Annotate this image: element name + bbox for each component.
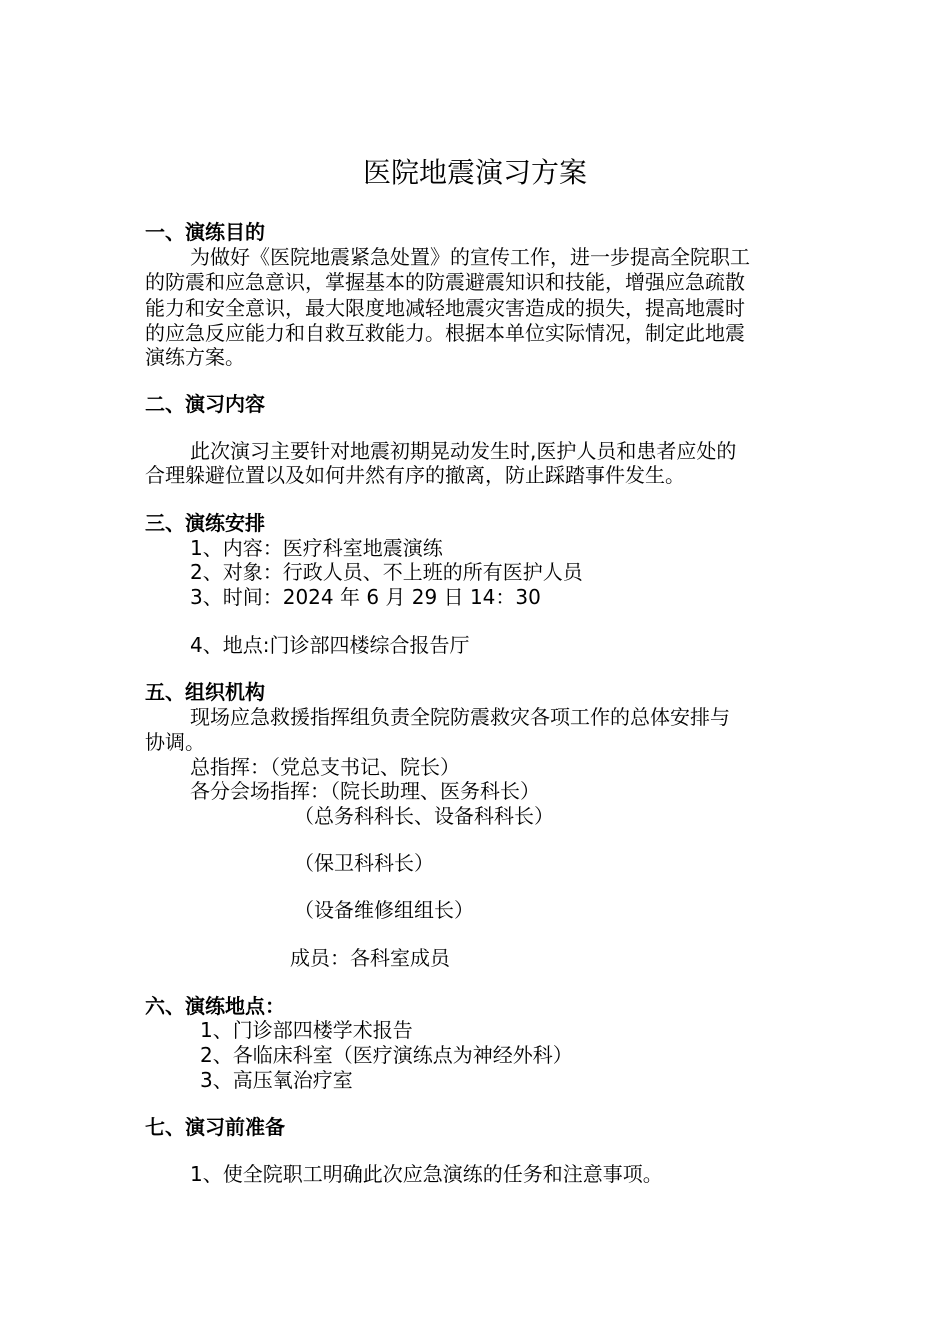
- paragraph-line: 的应急反应能力和自救互救能力。根据本单位实际情况，制定此地震: [145, 321, 745, 345]
- document-title: 医院地震演习方案: [362, 156, 587, 189]
- paragraph-line: 此次演习主要针对地震初期晃动发生时,医护人员和患者应处的: [190, 439, 737, 463]
- paragraph-line: 演练方案。: [145, 345, 245, 369]
- paragraph-line: 合理躲避位置以及如何井然有序的撤离，防止踩踏事件发生。: [145, 463, 685, 487]
- org-line: 各分会场指挥：（院长助理、医务科长）: [190, 779, 540, 803]
- org-line: （总务科科长、设备科科长）: [294, 804, 554, 828]
- list-item: 3、时间：2024 年 6 月 29 日 14：30: [190, 585, 541, 609]
- paragraph-line: 现场应急救援指挥组负责全院防震救灾各项工作的总体安排与: [190, 705, 730, 729]
- org-line: 成员：各科室成员: [290, 946, 450, 970]
- paragraph-line: 协调。: [145, 730, 205, 754]
- section-heading-purpose: 一、演练目的: [145, 220, 265, 244]
- section-heading-preparation: 七、演习前准备: [145, 1115, 285, 1139]
- paragraph-line: 能力和安全意识，最大限度地减轻地震灾害造成的损失，提高地震时: [145, 296, 745, 320]
- list-item: 2、对象：行政人员、不上班的所有医护人员: [190, 560, 583, 584]
- list-item: 2、各临床科室（医疗演练点为神经外科）: [200, 1043, 573, 1067]
- section-heading-content: 二、演习内容: [145, 392, 265, 416]
- list-item: 1、门诊部四楼学术报告: [200, 1018, 413, 1042]
- list-item: 1、使全院职工明确此次应急演练的任务和注意事项。: [190, 1162, 663, 1186]
- section-heading-location: 六、演练地点：: [145, 994, 285, 1018]
- list-item: 3、高压氧治疗室: [200, 1068, 353, 1092]
- list-item: 1、内容：医疗科室地震演练: [190, 536, 443, 560]
- paragraph-line: 的防震和应急意识，掌握基本的防震避震知识和技能，增强应急疏散: [145, 270, 745, 294]
- paragraph-line: 为做好《医院地震紧急处置》的宣传工作，进一步提高全院职工: [190, 245, 750, 269]
- org-line: （保卫科科长）: [294, 851, 434, 875]
- list-item: 4、地点:门诊部四楼综合报告厅: [190, 633, 470, 657]
- section-heading-arrangement: 三、演练安排: [145, 511, 265, 535]
- org-line: 总指挥：（党总支书记、院长）: [190, 755, 460, 779]
- org-line: （设备维修组组长）: [294, 898, 474, 922]
- section-heading-organization: 五、组织机构: [145, 680, 265, 704]
